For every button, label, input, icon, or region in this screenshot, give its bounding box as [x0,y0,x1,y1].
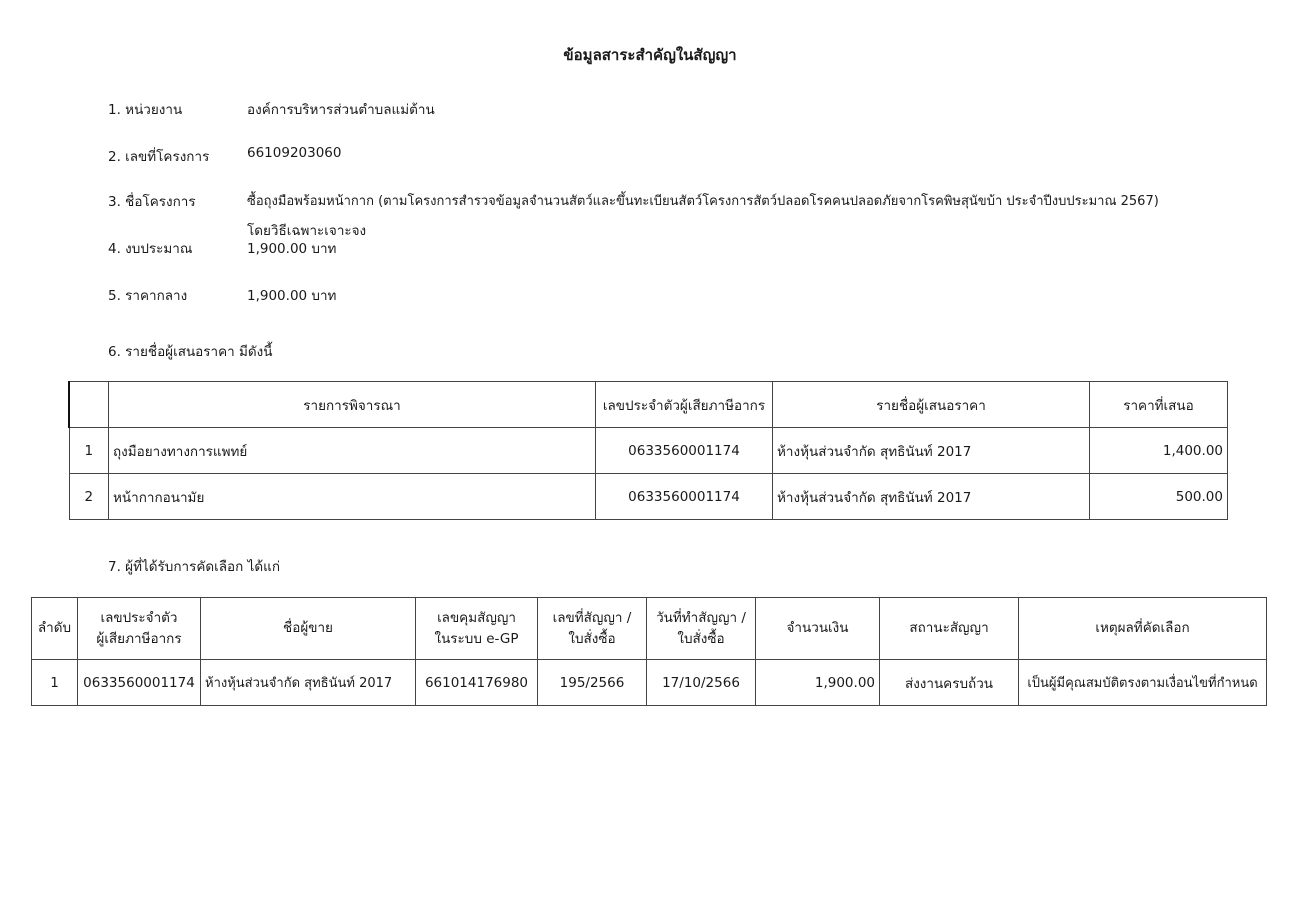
cell-no: 2 [69,474,109,520]
section-winner-heading: 7. ผู้ที่ได้รับการคัดเลือก ได้แก่ [108,559,281,575]
field-label-median-price: 5. ราคากลาง [108,288,188,304]
cell-tax-id: 0633560001174 [78,660,201,706]
header-contract-no-line1: เลขที่สัญญา / [552,609,632,626]
cell-status: ส่งงานครบถ้วน [880,660,1019,706]
field-label-budget: 4. งบประมาณ [108,241,193,257]
header-egp-line2: ในระบบ e-GP [434,630,519,647]
field-value-budget: 1,900.00 บาท [247,241,337,257]
header-contract-date-line1: วันที่ทำสัญญา / [656,609,746,626]
cell-no: 1 [32,660,78,706]
document-title: ข้อมูลสาระสำคัญในสัญญา [563,46,737,64]
cell-bidder: ห้างหุ้นส่วนจำกัด สุทธินันท์ 2017 [773,428,1090,474]
header-contract-date [647,598,756,660]
cell-price: 1,400.00 [1090,428,1228,474]
header-contract-date-line2: ใบสั่งซื้อ [677,630,725,647]
field-value-project-number: 66109203060 [247,145,342,161]
table-header-row [69,382,1228,428]
field-value-median-price: 1,900.00 บาท [247,288,337,304]
header-no [69,382,109,428]
field-label-agency: 1. หน่วยงาน [108,102,183,118]
header-tax-id [78,598,201,660]
table-row [69,474,1228,520]
field-label-project-number: 2. เลขที่โครงการ [108,149,210,165]
cell-contract-no: 195/2566 [538,660,647,706]
header-status: สถานะสัญญา [880,598,1019,660]
cell-item: ถุงมือยางทางการแพทย์ [109,428,596,474]
header-egp [416,598,538,660]
table-header-row [32,598,1267,660]
header-tax-id-line1: เลขประจำตัว [100,609,178,626]
header-egp-line1: เลขคุมสัญญา [437,609,516,626]
cell-price: 500.00 [1090,474,1228,520]
header-amount: จำนวนเงิน [756,598,880,660]
bidders-table [68,381,1228,520]
field-value-project-method: โดยวิธีเฉพาะเจาะจง [247,223,367,239]
field-value-agency: องค์การบริหารส่วนตำบลแม่ต้าน [247,102,435,118]
cell-no: 1 [69,428,109,474]
table-row [32,660,1267,706]
header-bidder: รายชื่อผู้เสนอราคา [773,382,1090,428]
header-reason: เหตุผลที่คัดเลือก [1019,598,1267,660]
cell-reason: เป็นผู้มีคุณสมบัติตรงตามเงื่อนไขที่กำหนด [1019,660,1267,706]
cell-item: หน้ากากอนามัย [109,474,596,520]
cell-tax-id: 0633560001174 [596,474,773,520]
header-seller: ชื่อผู้ขาย [201,598,416,660]
header-item: รายการพิจารณา [109,382,596,428]
header-price: ราคาที่เสนอ [1090,382,1228,428]
cell-amount: 1,900.00 [756,660,880,706]
header-contract-no [538,598,647,660]
section-bidders-heading: 6. รายชื่อผู้เสนอราคา มีดังนี้ [108,344,273,360]
cell-tax-id: 0633560001174 [596,428,773,474]
cell-seller: ห้างหุ้นส่วนจำกัด สุทธินันท์ 2017 [201,660,416,706]
field-value-project-name: ซื้อถุงมือพร้อมหน้ากาก (ตามโครงการสำรวจข้อมูลจำนวนสัตว์และขึ้นทะเบียนสัตว์โครงการสัตว์ปลอดโรคคนปลอดภัยจากโรคพิษสุนัขบ้า ประจำปีงบประมาณ 2567) [247,194,1159,209]
header-contract-no-line2: ใบสั่งซื้อ [568,630,616,647]
header-no: ลำดับ [32,598,78,660]
header-tax-id-line2: ผู้เสียภาษีอากร [96,630,182,647]
header-tax-id: เลขประจำตัวผู้เสียภาษีอากร [596,382,773,428]
table-row [69,428,1228,474]
field-label-project-name: 3. ชื่อโครงการ [108,194,196,210]
cell-bidder: ห้างหุ้นส่วนจำกัด สุทธินันท์ 2017 [773,474,1090,520]
cell-egp: 661014176980 [416,660,538,706]
cell-contract-date: 17/10/2566 [647,660,756,706]
winner-table [31,597,1267,706]
